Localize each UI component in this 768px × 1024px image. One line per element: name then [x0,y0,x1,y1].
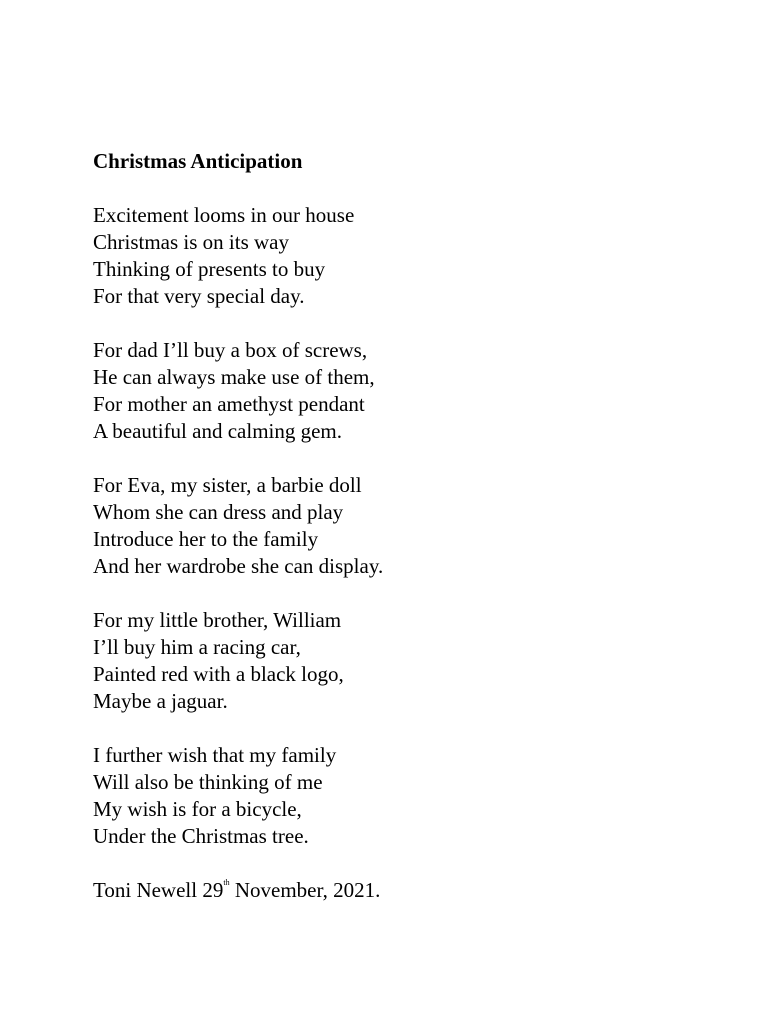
poem-line: And her wardrobe she can display. [93,554,384,578]
poem-line: For Eva, my sister, a barbie doll [93,473,362,497]
signature-author-day: Toni Newell 29 [93,878,224,902]
poem-line: A beautiful and calming gem. [93,419,343,443]
poem-line: Thinking of presents to buy [93,257,326,281]
document-page [93,148,733,904]
signature-month-year: November, 2021. [229,878,381,902]
signature-line [93,877,733,904]
poem-line: Introduce her to the family [93,527,319,551]
poem-line: For my little brother, William [93,608,342,632]
poem-line: He can always make use of them, [93,365,375,389]
stanza-2 [93,337,733,445]
poem-line: Will also be thinking of me [93,770,323,794]
poem-title: Christmas Anticipation [93,149,303,173]
poem-line: For mother an amethyst pendant [93,392,365,416]
poem-line: For that very special day. [93,284,305,308]
stanza-1 [93,202,733,310]
poem-line: Painted red with a black logo, [93,662,344,686]
poem-line: I’ll buy him a racing car, [93,635,301,659]
poem-line: Maybe a jaguar. [93,689,228,713]
poem-line: Under the Christmas tree. [93,824,309,848]
stanza-5 [93,742,733,850]
stanza-4 [93,607,733,715]
poem-line: Excitement looms in our house [93,203,355,227]
poem-line: For dad I’ll buy a box of screws, [93,338,368,362]
poem-line: I further wish that my family [93,743,337,767]
poem-line: My wish is for a bicycle, [93,797,302,821]
poem-line: Christmas is on its way [93,230,290,254]
ordinal-suffix: th [223,878,230,887]
poem-line: Whom she can dress and play [93,500,344,524]
stanza-3 [93,472,733,580]
